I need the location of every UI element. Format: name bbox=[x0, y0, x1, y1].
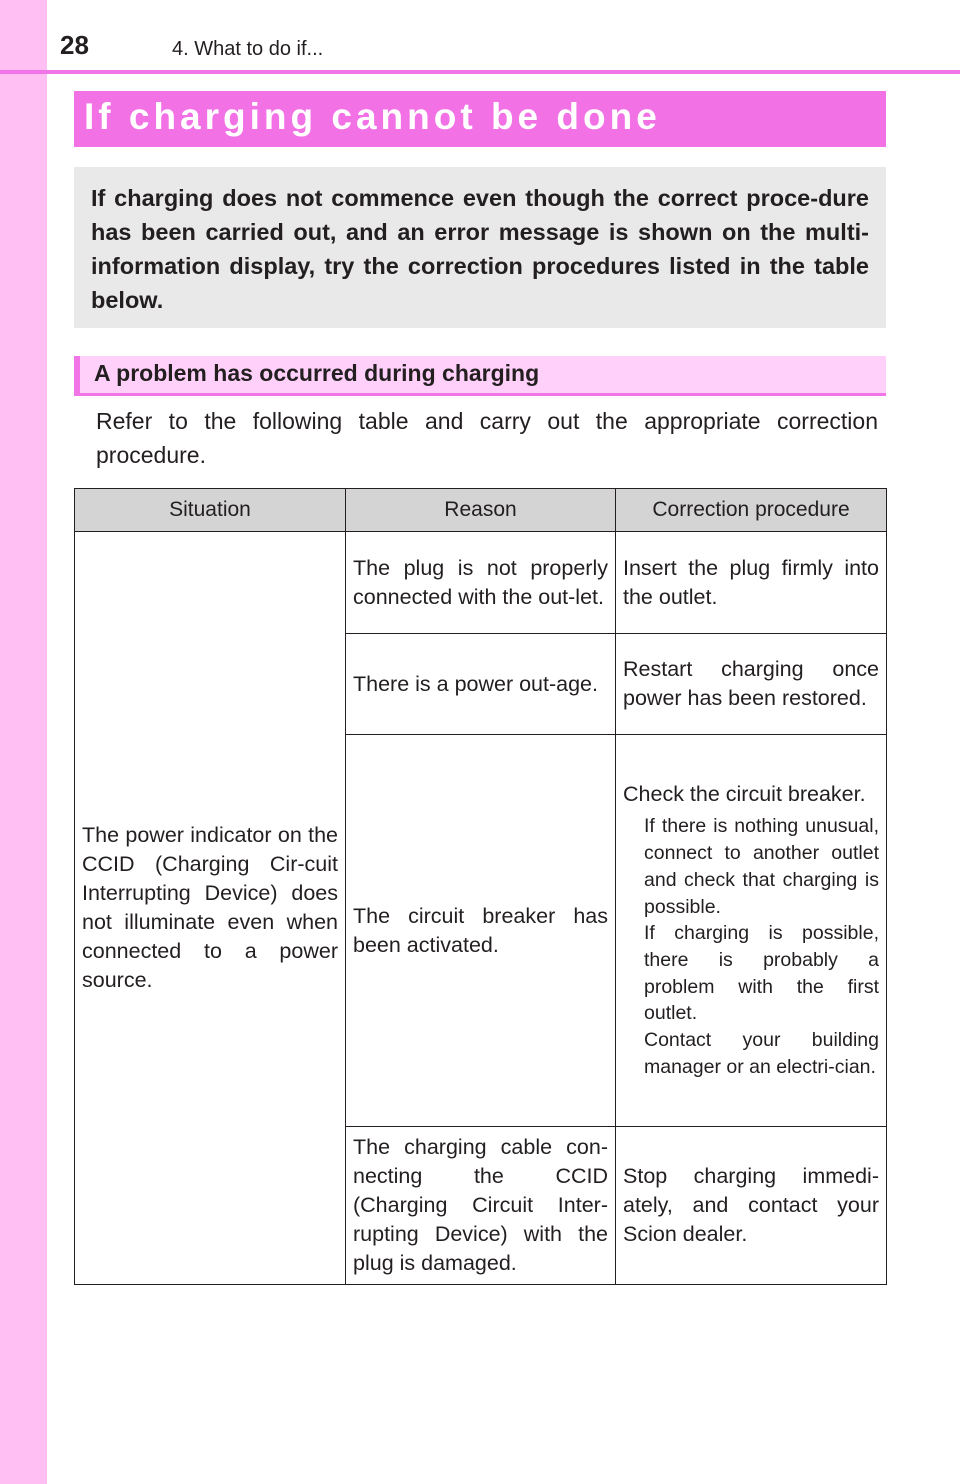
correction-table bbox=[74, 488, 887, 1285]
correction-note: Contact your building manager or an electri-cian. bbox=[644, 1029, 879, 1078]
section-heading-bar bbox=[74, 356, 886, 396]
header-situation: Situation bbox=[75, 489, 346, 532]
table-row bbox=[75, 532, 887, 634]
correction-cell: Stop charging immedi-ately, and contact your Scion dealer. bbox=[616, 1127, 887, 1285]
correction-main: Check the circuit breaker. bbox=[623, 782, 866, 807]
correction-cell: Restart charging once power has been restored. bbox=[616, 634, 887, 735]
correction-cell bbox=[616, 735, 887, 1127]
header-reason: Reason bbox=[346, 489, 616, 532]
page-title-bar bbox=[74, 91, 886, 147]
section-heading: A problem has occurred during charging bbox=[94, 360, 540, 386]
page-number: 28 bbox=[60, 30, 89, 60]
chapter-title: 4. What to do if... bbox=[172, 38, 324, 60]
header-correction: Correction procedure bbox=[616, 489, 887, 532]
header-rule bbox=[0, 70, 960, 74]
reason-cell: The circuit breaker has been activated. bbox=[346, 735, 616, 1127]
table-header-row bbox=[75, 489, 887, 532]
correction-notes bbox=[623, 813, 879, 1080]
reason-cell: The charging cable con-necting the CCID (Charging Circuit Inter-rupting Device) with the plug is damaged. bbox=[346, 1127, 616, 1285]
correction-note: If charging is possible, there is probably a problem with the first outlet. bbox=[644, 922, 879, 1025]
correction-cell: Insert the plug firmly into the outlet. bbox=[616, 532, 887, 634]
page-title: If charging cannot be done bbox=[84, 96, 661, 137]
intro-box bbox=[74, 167, 886, 328]
situation-cell: The power indicator on the CCID (Charging Cir-cuit Interrupting Device) does not illuminate even when connected to a power source. bbox=[75, 532, 346, 1285]
correction-note: If there is nothing unusual, connect to another outlet and check that charging is possible. bbox=[644, 815, 879, 918]
reason-cell: There is a power out-age. bbox=[346, 634, 616, 735]
section-accent bbox=[74, 356, 80, 393]
reason-cell: The plug is not properly connected with the out-let. bbox=[346, 532, 616, 634]
side-tab-strip bbox=[0, 0, 47, 1484]
body-paragraph: Refer to the following table and carry out the appropriate correction procedure. bbox=[96, 408, 878, 468]
intro-text: If charging does not commence even though the correct proce-dure has been carried out, and an error message is shown on the multi-information display, try the correction procedures listed in the table below. bbox=[91, 185, 869, 313]
